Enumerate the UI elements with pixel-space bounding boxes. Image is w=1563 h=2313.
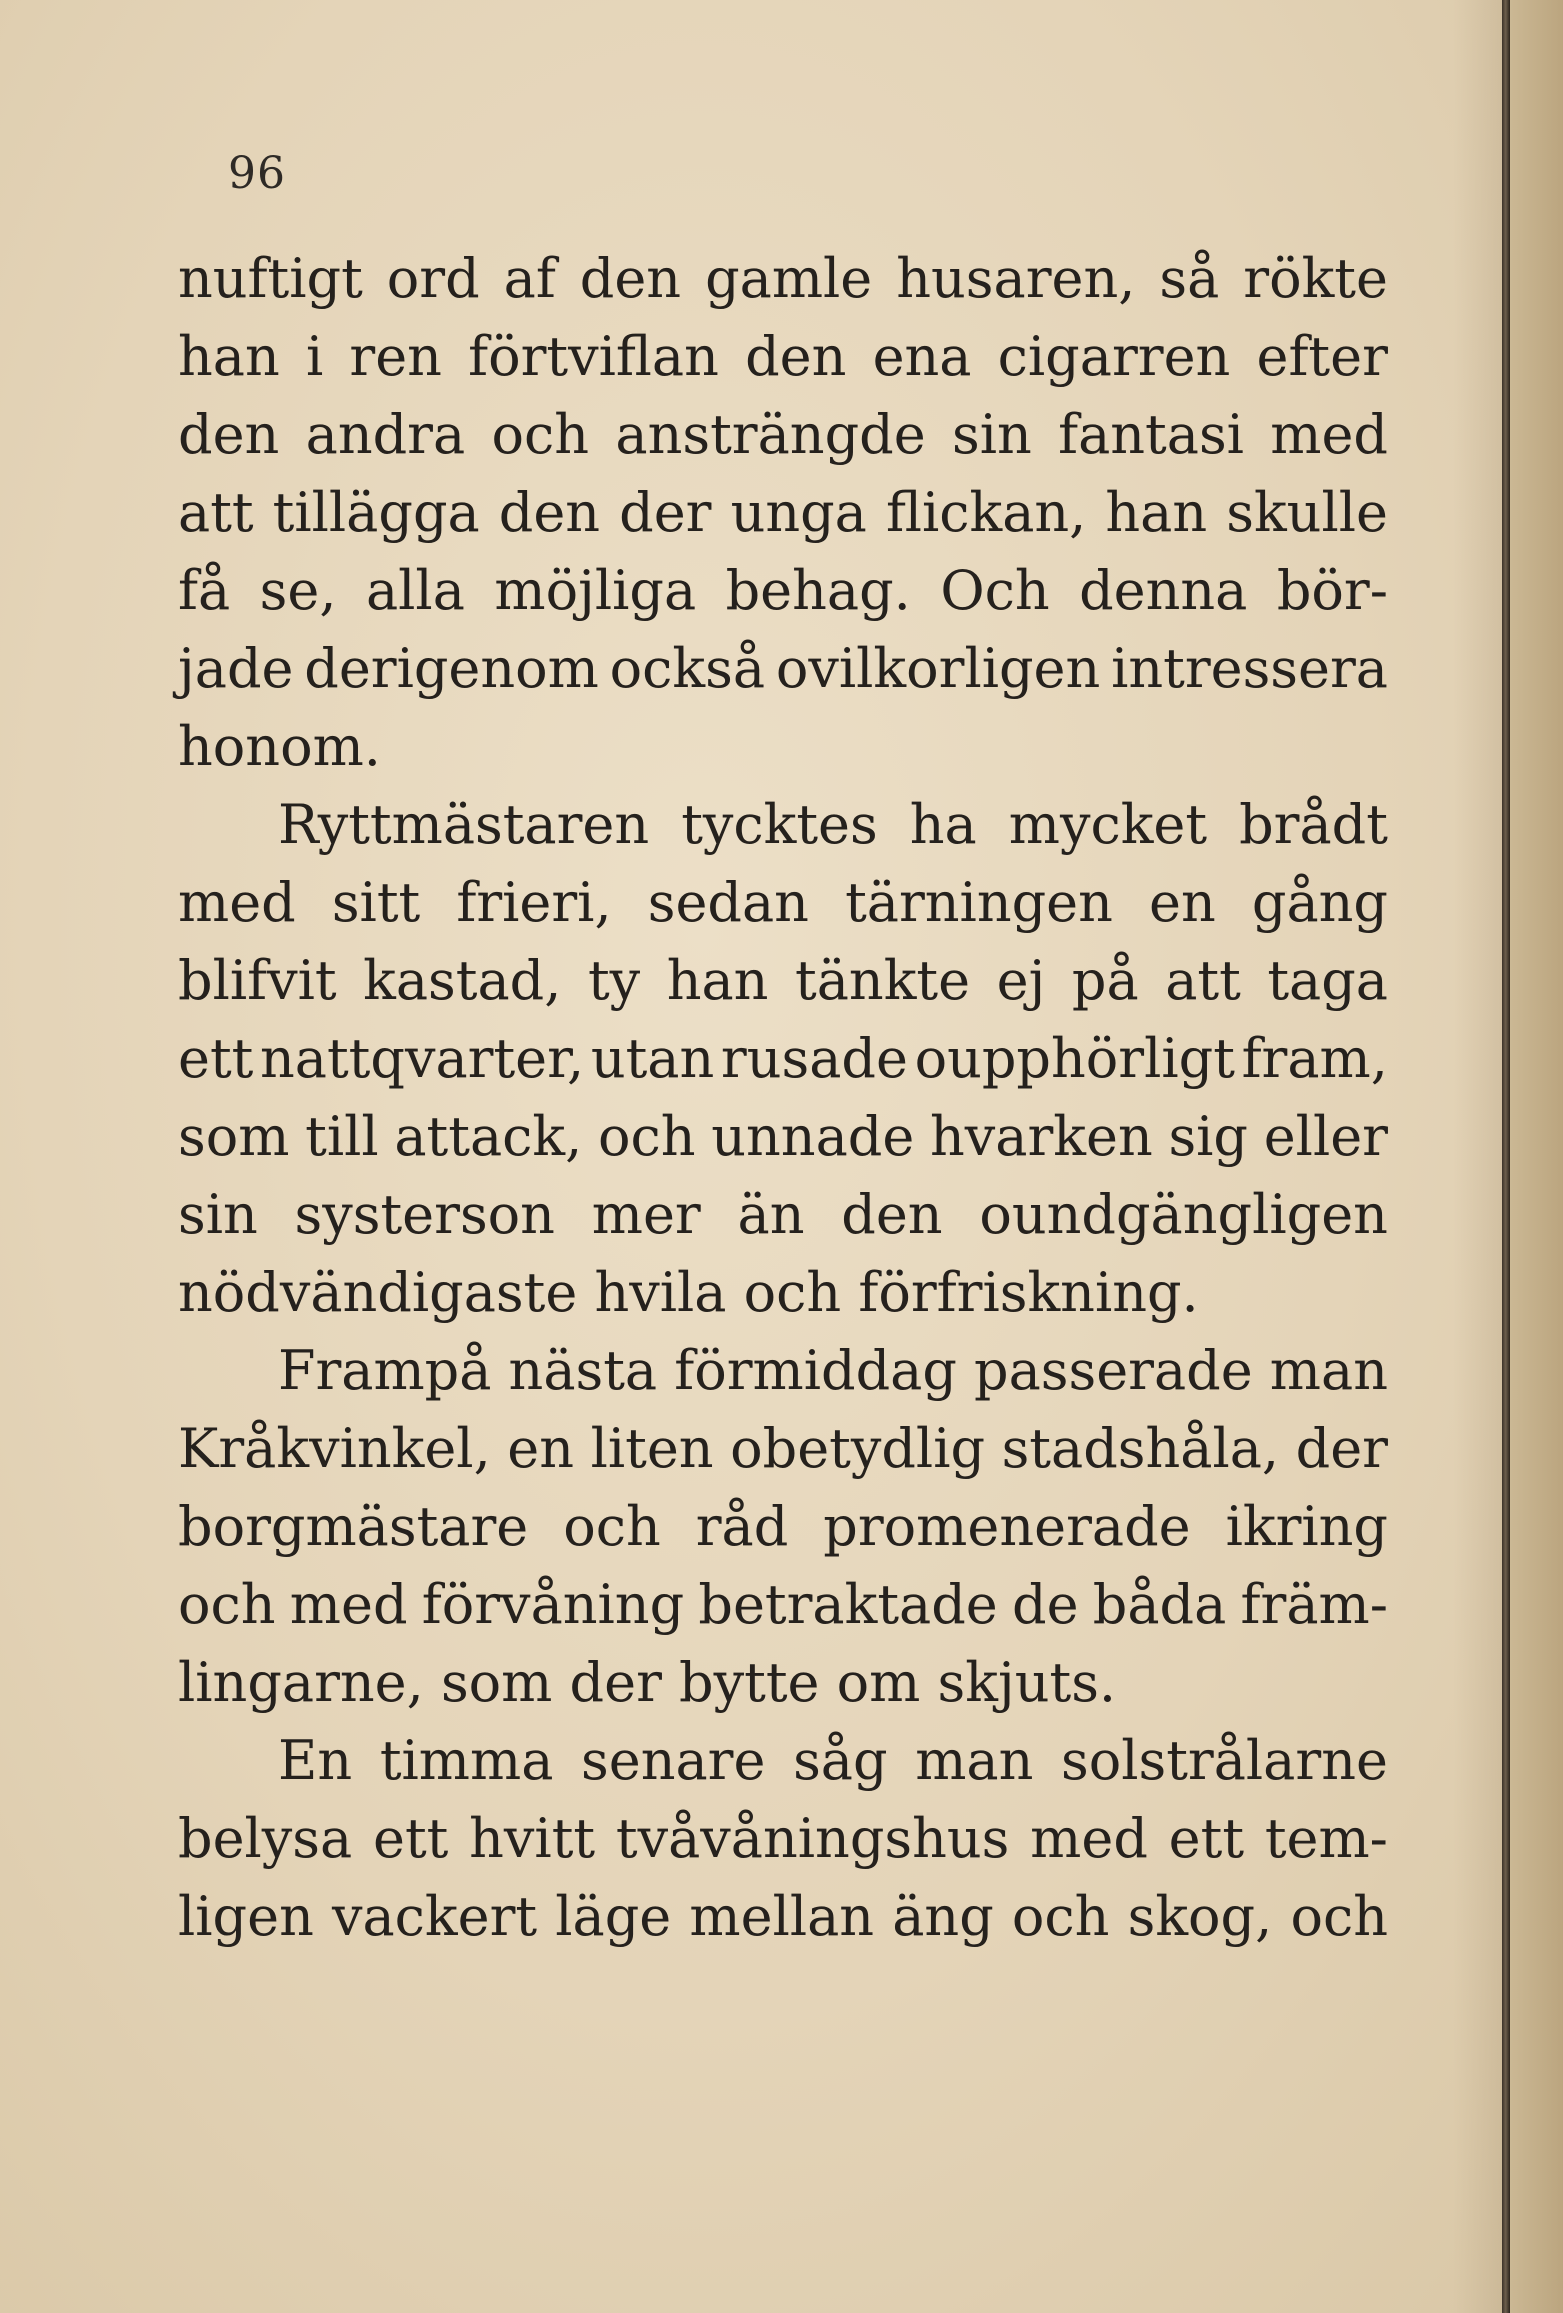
text-line: med sitt frieri, sedan tärningen en gång	[178, 871, 1388, 934]
text-line: Frampå nästa förmiddag passerade man	[278, 1339, 1388, 1402]
text-line: han i ren förtviflan den ena cigarren efter	[178, 325, 1388, 388]
body-text	[178, 240, 1388, 1956]
text-line: jade derigenom också ovilkorligen intressera	[178, 637, 1388, 700]
text-line: sin systerson mer än den oundgängligen	[178, 1183, 1388, 1246]
text-line: borgmästare och råd promenerade ikring	[178, 1495, 1388, 1558]
text-line: Ryttmästaren tycktes ha mycket brådt	[278, 793, 1388, 856]
text-line: ett nattqvarter, utan rusade oupphörligt fram,	[178, 1027, 1388, 1090]
page-number: 96	[228, 148, 286, 199]
text-line: som till attack, och unnade hvarken sig eller	[178, 1105, 1388, 1168]
text-line: belysa ett hvitt tvåvåningshus med ett tem-	[178, 1807, 1388, 1870]
text-line: ligen vackert läge mellan äng och skog, och	[178, 1885, 1388, 1948]
text-line: Kråkvinkel, en liten obetydlig stadshåla, der	[178, 1417, 1388, 1480]
text-line: få se, alla möjliga behag. Och denna bör-	[178, 559, 1388, 622]
text-line: och med förvåning betraktade de båda främ-	[178, 1573, 1388, 1636]
text-line: lingarne, som der bytte om skjuts.	[178, 1651, 1117, 1714]
text-line: honom.	[178, 715, 381, 778]
text-line: En timma senare såg man solstrålarne	[278, 1729, 1388, 1792]
text-line: att tillägga den der unga flickan, han skulle	[178, 481, 1388, 544]
text-line: den andra och ansträngde sin fantasi med	[178, 403, 1388, 466]
page-edge	[1510, 0, 1563, 2313]
text-line: nuftigt ord af den gamle husaren, så rökte	[178, 247, 1388, 310]
text-line: nödvändigaste hvila och förfriskning.	[178, 1261, 1199, 1324]
text-line: blifvit kastad, ty han tänkte ej på att taga	[178, 949, 1388, 1012]
binding-edge	[1502, 0, 1510, 2313]
